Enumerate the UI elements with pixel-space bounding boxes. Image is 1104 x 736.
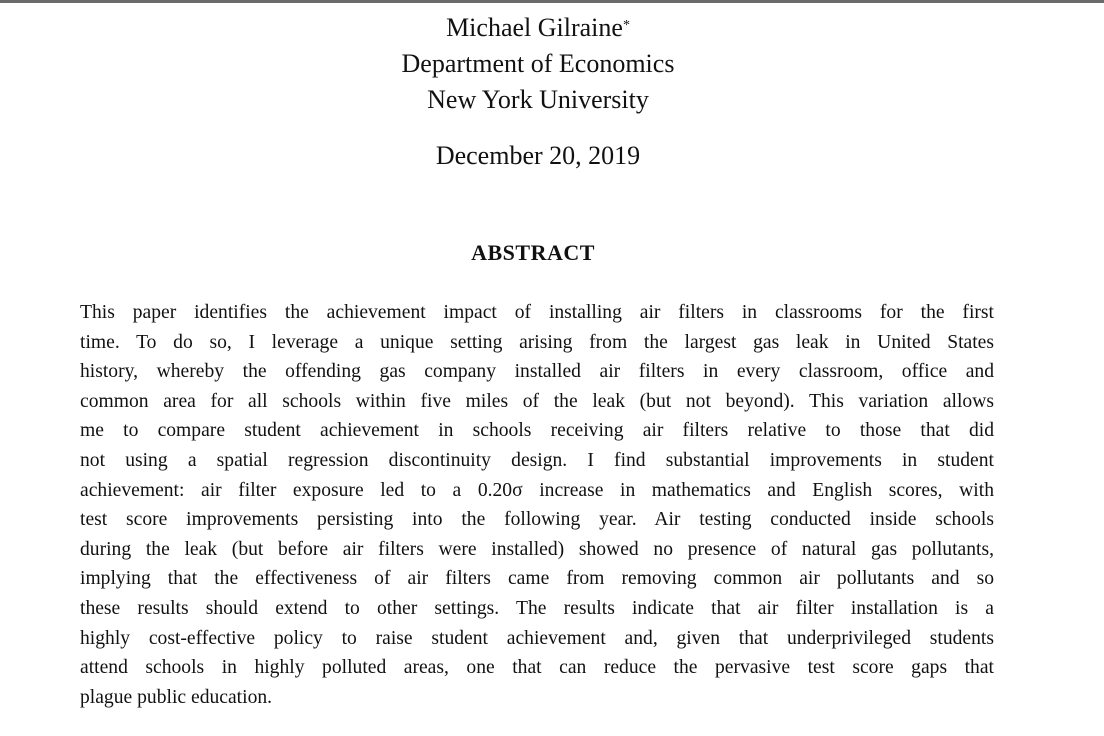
abstract-line: highly cost-effective policy to raise student achievement and, given that underprivileged students bbox=[80, 627, 994, 649]
abstract-line: not using a spatial regression discontinuity design. I find substantial improvements in student bbox=[80, 449, 994, 471]
abstract-line: me to compare student achievement in schools receiving air filters relative to those that did bbox=[80, 420, 994, 442]
abstract-line: time. To do so, I leverage a unique setting arising from the largest gas leak in United States bbox=[80, 331, 994, 353]
abstract-line: attend schools in highly polluted areas, one that can reduce the pervasive test score gaps that bbox=[80, 657, 994, 679]
author-department: Department of Economics bbox=[401, 49, 675, 78]
author-name-text: Michael Gilraine bbox=[446, 13, 623, 42]
paper-date: December 20, 2019 bbox=[435, 141, 641, 170]
abstract-line: implying that the effectiveness of air filters came from removing common air pollutants and so bbox=[80, 568, 994, 590]
abstract-line: these results should extend to other settings. The results indicate that air filter installation is a bbox=[80, 597, 994, 619]
abstract-line: This paper identifies the achievement impact of installing air filters in classrooms for the first bbox=[80, 302, 994, 323]
author-footnote-mark: * bbox=[622, 18, 630, 33]
abstract-line: history, whereby the offending gas company installed air filters in every classroom, office and bbox=[80, 361, 994, 383]
abstract-line: plague public education. bbox=[80, 686, 273, 708]
abstract-line: common area for all schools within five miles of the leak (but not beyond). This variation allows bbox=[80, 390, 994, 412]
author-name bbox=[0, 10, 1076, 46]
author-university: New York University bbox=[427, 85, 649, 114]
abstract-line: during the leak (but before air filters were installed) showed no presence of natural gas pollutants, bbox=[80, 538, 994, 560]
abstract-line: achievement: air filter exposure led to a 0.20σ increase in mathematics and English scores, with bbox=[80, 479, 994, 501]
abstract-line: test score improvements persisting into the following year. Air testing conducted inside schools bbox=[80, 509, 994, 531]
abstract-text bbox=[80, 298, 994, 712]
title-block bbox=[0, 10, 1076, 200]
abstract-heading: ABSTRACT bbox=[471, 240, 595, 265]
top-border bbox=[0, 0, 1104, 3]
